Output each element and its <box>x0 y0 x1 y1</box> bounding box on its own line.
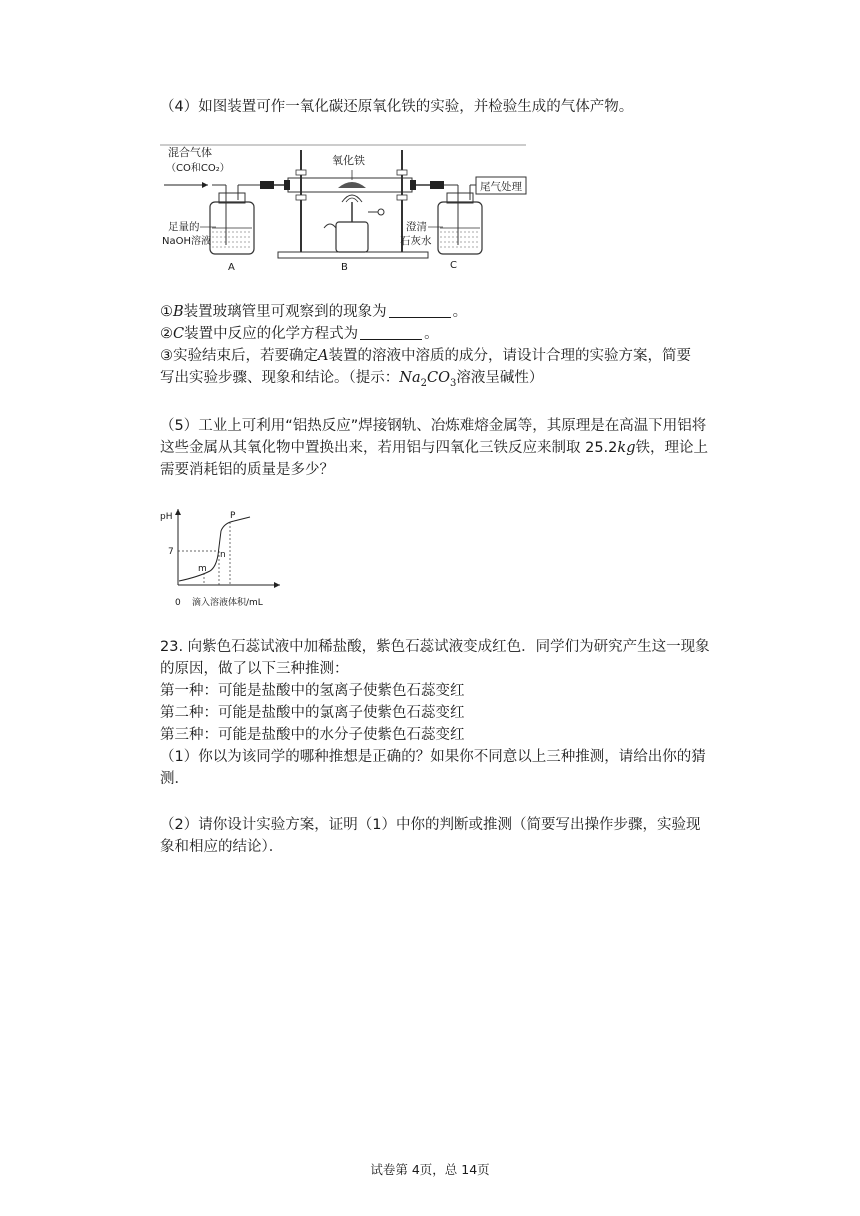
q5-line-3: 需要消耗铝的质量是多少？ <box>160 462 334 478</box>
q23-sub1-line-2: 测． <box>160 771 189 787</box>
iron-oxide-label: 氧化铁 <box>332 154 365 167</box>
x-axis-arrow <box>274 582 280 588</box>
ph-curve <box>179 517 250 581</box>
q23-line-2: 的原因，做了以下三种推测： <box>160 661 349 677</box>
q23-guess-3: 第三种：可能是盐酸中的水分子使紫色石蕊变红 <box>160 727 465 743</box>
letter-a: A <box>228 262 235 273</box>
q23-sub2-line-1: （2）请你设计实验方案，证明（1）中你的判断或推测（简要写出操作步骤，实验现 <box>160 817 701 833</box>
bottle-a <box>210 185 260 254</box>
q23-guess-2: 第二种：可能是盐酸中的氯离子使紫色石蕊变红 <box>160 705 465 721</box>
answer-blank-2[interactable] <box>360 325 422 340</box>
origin-label: 0 <box>175 598 181 608</box>
point-label-m: m <box>198 564 207 574</box>
bottle-a-label-2: NaOH溶液 <box>162 236 211 247</box>
letter-b: B <box>341 262 348 273</box>
q4-item-3-line1: ③实验结束后，若要确定A装置的溶液中溶质的成分，请设计合理的实验方案，简要 <box>160 348 691 364</box>
q23-line-1: 23. 向紫色石蕊试液中加稀盐酸，紫色石蕊试液变成红色．同学们为研究产生这一现象 <box>160 639 710 655</box>
bottle-c-label-1: 澄清 <box>406 221 427 233</box>
point-label-P: P <box>230 511 236 521</box>
y-tick-7: 7 <box>168 547 174 557</box>
bottle-c <box>438 185 482 254</box>
q4-item-3-line2: 写出实验步骤、现象和结论。（提示：$Na_2CO_3$溶液呈碱性） <box>160 370 544 389</box>
q23-guess-1: 第一种：可能是盐酸中的氢离子使紫色石蕊变红 <box>160 683 465 699</box>
answer-blank-1[interactable] <box>389 303 451 318</box>
q23-sub1-line-1: （1）你以为该同学的哪种推想是正确的？如果你不同意以上三种推测，请给出你的猜 <box>160 749 706 765</box>
y-axis-label: pH <box>160 512 173 522</box>
mixed-gas-label: 混合气体 <box>168 146 212 159</box>
x-axis-label: 滴入溶液体积/mL <box>192 598 263 608</box>
point-label-n: n <box>220 550 226 560</box>
q5-line-1: （5）工业上可利用“铝热反应”焊接钢轨、冶炼难熔金属等，其原理是在高温下用铝将 <box>160 418 707 434</box>
q5-line-2: 这些金属从其氧化物中置换出来，若用铝与四氧化三铁反应来制取 25.2kg铁，理论上 <box>160 440 708 456</box>
bottle-a-label-1: 足量的 <box>168 221 200 233</box>
q4-intro: （4）如图装置可作一氧化碳还原氧化铁的实验，并检验生成的气体产物。 <box>160 99 634 115</box>
bottle-c-label-2: 石灰水 <box>400 235 432 247</box>
q4-item-1: ①B装置玻璃管里可观察到的现象为 。 <box>160 304 468 320</box>
apparatus-diagram <box>160 140 530 275</box>
y-axis-arrow <box>175 509 181 515</box>
gas-formula-label: （CO和CO₂） <box>166 163 230 174</box>
tail-gas-label: 尾气处理 <box>480 181 522 193</box>
letter-c: C <box>450 260 457 271</box>
q4-item-2: ②C装置中反应的化学方程式为 。 <box>160 326 439 342</box>
q23-sub2-line-2: 象和相应的结论）． <box>160 839 284 855</box>
ph-chart <box>158 505 288 610</box>
page-footer: 试卷第 4页，总 14页 <box>370 1162 490 1177</box>
